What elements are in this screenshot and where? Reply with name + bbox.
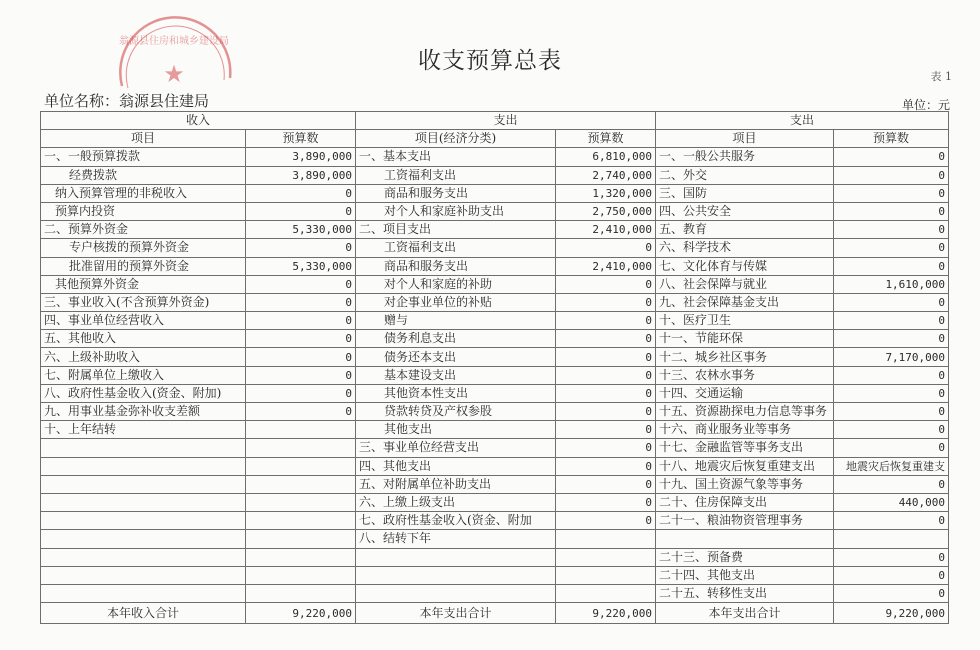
income-item: 经费拨款	[41, 166, 246, 184]
total-income-amount: 9,220,000	[246, 603, 356, 624]
income-amount	[246, 457, 356, 475]
table-row	[41, 257, 949, 275]
function-amount: 0	[834, 330, 949, 348]
expense-amount: 0	[556, 384, 656, 402]
function-item: 三、国防	[656, 184, 834, 202]
income-item	[41, 439, 246, 457]
expense-item: 贷款转贷及产权参股	[356, 403, 556, 421]
function-amount: 0	[834, 566, 949, 584]
income-amount: 3,890,000	[246, 148, 356, 166]
income-item	[41, 530, 246, 548]
income-amount: 5,330,000	[246, 221, 356, 239]
income-amount: 0	[246, 312, 356, 330]
expense-amount	[556, 530, 656, 548]
expense-item: 七、政府性基金收入(资金、附加	[356, 512, 556, 530]
expense-item: 对个人和家庭补助支出	[356, 202, 556, 220]
expense-item: 八、结转下年	[356, 530, 556, 548]
expense-amount	[556, 584, 656, 602]
expense-amount: 0	[556, 293, 656, 311]
table-row	[41, 530, 949, 548]
income-amount	[246, 584, 356, 602]
table-row	[41, 184, 949, 202]
income-item: 批准留用的预算外资金	[41, 257, 246, 275]
section-expense-header: 支出	[356, 112, 656, 130]
col-header-item-func: 项目	[656, 130, 834, 148]
expense-item: 对个人和家庭的补助	[356, 275, 556, 293]
table-body	[41, 148, 949, 624]
expense-item	[356, 566, 556, 584]
svg-text:★: ★	[163, 60, 185, 88]
expense-amount: 0	[556, 239, 656, 257]
table-row	[41, 312, 949, 330]
income-amount	[246, 530, 356, 548]
expense-amount: 0	[556, 403, 656, 421]
total-income-label: 本年收入合计	[41, 603, 246, 624]
function-amount: 0	[834, 384, 949, 402]
income-amount	[246, 548, 356, 566]
function-amount: 0	[834, 475, 949, 493]
col-header-budget3: 预算数	[834, 130, 949, 148]
table-row	[41, 366, 949, 384]
function-item: 十四、交通运输	[656, 384, 834, 402]
table-row	[41, 566, 949, 584]
section-income-header: 收入	[41, 112, 356, 130]
income-amount: 3,890,000	[246, 166, 356, 184]
income-item	[41, 475, 246, 493]
expense-item: 一、基本支出	[356, 148, 556, 166]
income-item: 其他预算外资金	[41, 275, 246, 293]
income-item	[41, 512, 246, 530]
expense-item: 三、事业单位经营支出	[356, 439, 556, 457]
function-amount: 0	[834, 512, 949, 530]
function-amount: 1,610,000	[834, 275, 949, 293]
function-item: 二十四、其他支出	[656, 566, 834, 584]
income-item: 七、附属单位上缴收入	[41, 366, 246, 384]
income-item: 纳入预算管理的非税收入	[41, 184, 246, 202]
function-item: 十三、农林水事务	[656, 366, 834, 384]
income-amount: 0	[246, 330, 356, 348]
expense-item: 二、项目支出	[356, 221, 556, 239]
function-amount: 0	[834, 166, 949, 184]
expense-amount: 2,750,000	[556, 202, 656, 220]
expense-item: 五、对附属单位补助支出	[356, 475, 556, 493]
expense-amount: 0	[556, 512, 656, 530]
expense-item: 商品和服务支出	[356, 184, 556, 202]
function-item: 十、医疗卫生	[656, 312, 834, 330]
function-item: 二十、住房保障支出	[656, 493, 834, 511]
table-row	[41, 584, 949, 602]
income-item	[41, 566, 246, 584]
function-amount: 0	[834, 421, 949, 439]
income-item	[41, 457, 246, 475]
function-item: 二、外交	[656, 166, 834, 184]
table-row	[41, 202, 949, 220]
function-amount: 0	[834, 239, 949, 257]
income-amount: 0	[246, 384, 356, 402]
table-row	[41, 475, 949, 493]
function-amount: 0	[834, 221, 949, 239]
table-row	[41, 348, 949, 366]
income-item	[41, 548, 246, 566]
col-header-budget2: 预算数	[556, 130, 656, 148]
col-header-budget: 预算数	[246, 130, 356, 148]
function-amount: 0	[834, 184, 949, 202]
expense-amount: 1,320,000	[556, 184, 656, 202]
function-amount: 0	[834, 293, 949, 311]
income-item: 预算内投资	[41, 202, 246, 220]
expense-amount: 2,410,000	[556, 257, 656, 275]
expense-item	[356, 548, 556, 566]
table-row	[41, 512, 949, 530]
expense-item: 其他资本性支出	[356, 384, 556, 402]
function-item	[656, 530, 834, 548]
table-row	[41, 403, 949, 421]
form-code: 表 1	[930, 70, 952, 83]
svg-text:翁源县住房和城乡建设局: 翁源县住房和城乡建设局	[119, 36, 229, 47]
expense-item: 债务还本支出	[356, 348, 556, 366]
income-amount: 0	[246, 184, 356, 202]
function-item: 八、社会保障与就业	[656, 275, 834, 293]
income-item: 九、用事业基金弥补收支差额	[41, 403, 246, 421]
expense-item	[356, 584, 556, 602]
table-row	[41, 166, 949, 184]
total-expense-label: 本年支出合计	[356, 603, 556, 624]
function-item: 十一、节能环保	[656, 330, 834, 348]
function-item: 六、科学技术	[656, 239, 834, 257]
income-amount	[246, 493, 356, 511]
unit-name-value: 翁源县住建局	[119, 92, 210, 110]
function-item: 五、教育	[656, 221, 834, 239]
table-row	[41, 548, 949, 566]
expense-item: 工资福利支出	[356, 166, 556, 184]
function-item: 十六、商业服务业等事务	[656, 421, 834, 439]
function-amount	[834, 530, 949, 548]
income-amount: 0	[246, 275, 356, 293]
function-amount: 0	[834, 257, 949, 275]
function-item: 七、文化体育与传媒	[656, 257, 834, 275]
income-amount	[246, 439, 356, 457]
income-amount: 0	[246, 202, 356, 220]
income-item: 六、上级补助收入	[41, 348, 246, 366]
function-amount: 0	[834, 403, 949, 421]
expense-item: 对企事业单位的补贴	[356, 293, 556, 311]
income-item: 五、其他收入	[41, 330, 246, 348]
expense-amount: 0	[556, 439, 656, 457]
function-item: 四、公共安全	[656, 202, 834, 220]
expense-amount: 0	[556, 366, 656, 384]
function-item: 十七、金融监管等事务支出	[656, 439, 834, 457]
expense-amount: 6,810,000	[556, 148, 656, 166]
expense-amount: 2,410,000	[556, 221, 656, 239]
function-amount: 0	[834, 548, 949, 566]
income-amount: 0	[246, 239, 356, 257]
expense-item: 赠与	[356, 312, 556, 330]
table-row	[41, 384, 949, 402]
function-amount: 0	[834, 584, 949, 602]
function-amount: 0	[834, 202, 949, 220]
income-item: 四、事业单位经营收入	[41, 312, 246, 330]
table-row	[41, 421, 949, 439]
income-item	[41, 493, 246, 511]
table-row	[41, 221, 949, 239]
expense-amount: 0	[556, 421, 656, 439]
table-row	[41, 293, 949, 311]
table-row	[41, 457, 949, 475]
expense-amount: 0	[556, 457, 656, 475]
table-row	[41, 239, 949, 257]
expense-amount: 0	[556, 493, 656, 511]
function-item: 十九、国土资源气象等事务	[656, 475, 834, 493]
function-amount: 0	[834, 439, 949, 457]
income-item: 专户核拨的预算外资金	[41, 239, 246, 257]
function-item: 二十五、转移性支出	[656, 584, 834, 602]
income-amount: 0	[246, 293, 356, 311]
income-amount: 0	[246, 366, 356, 384]
function-amount: 440,000	[834, 493, 949, 511]
income-item: 十、上年结转	[41, 421, 246, 439]
function-item: 二十一、粮油物资管理事务	[656, 512, 834, 530]
expense-amount	[556, 566, 656, 584]
function-item: 一、一般公共服务	[656, 148, 834, 166]
total-expense-amount: 9,220,000	[556, 603, 656, 624]
function-item: 十五、资源勘探电力信息等事务	[656, 403, 834, 421]
expense-item: 其他支出	[356, 421, 556, 439]
expense-item: 四、其他支出	[356, 457, 556, 475]
expense-amount: 0	[556, 330, 656, 348]
col-header-item: 项目	[41, 130, 246, 148]
total-function-amount: 9,220,000	[834, 603, 949, 624]
function-amount: 0	[834, 366, 949, 384]
unit-label: 单位：元	[901, 98, 950, 112]
income-item: 二、预算外资金	[41, 221, 246, 239]
income-item: 三、事业收入(不含预算外资金)	[41, 293, 246, 311]
table-row	[41, 493, 949, 511]
expense-item: 六、上缴上级支出	[356, 493, 556, 511]
table-row	[41, 148, 949, 166]
function-amount: 0	[834, 148, 949, 166]
function-amount: 地震灾后恢复重建支	[834, 457, 949, 475]
income-amount: 5,330,000	[246, 257, 356, 275]
col-header-item-econ: 项目(经济分类)	[356, 130, 556, 148]
function-item: 十八、地震灾后恢复重建支出	[656, 457, 834, 475]
income-amount	[246, 512, 356, 530]
income-item: 八、政府性基金收入(资金、附加)	[41, 384, 246, 402]
expense-amount: 0	[556, 348, 656, 366]
income-amount	[246, 566, 356, 584]
function-item: 九、社会保障基金支出	[656, 293, 834, 311]
function-item: 二十三、预备费	[656, 548, 834, 566]
income-amount	[246, 421, 356, 439]
page-title: 收支预算总表	[418, 48, 562, 74]
function-amount: 7,170,000	[834, 348, 949, 366]
section-expense-func-header: 支出	[656, 112, 949, 130]
expense-amount: 0	[556, 275, 656, 293]
expense-item: 基本建设支出	[356, 366, 556, 384]
table-row	[41, 275, 949, 293]
income-amount: 0	[246, 348, 356, 366]
total-row	[41, 603, 949, 624]
expense-item: 商品和服务支出	[356, 257, 556, 275]
table-row	[41, 330, 949, 348]
expense-item: 工资福利支出	[356, 239, 556, 257]
expense-amount	[556, 548, 656, 566]
income-amount	[246, 475, 356, 493]
income-amount: 0	[246, 403, 356, 421]
unit-name: 单位名称：翁源县住建局	[44, 92, 210, 110]
function-item: 十二、城乡社区事务	[656, 348, 834, 366]
total-function-label: 本年支出合计	[656, 603, 834, 624]
expense-amount: 0	[556, 312, 656, 330]
expense-item: 债务利息支出	[356, 330, 556, 348]
function-amount: 0	[834, 312, 949, 330]
expense-amount: 2,740,000	[556, 166, 656, 184]
income-item	[41, 584, 246, 602]
income-item: 一、一般预算拨款	[41, 148, 246, 166]
expense-amount: 0	[556, 475, 656, 493]
table-row	[41, 439, 949, 457]
budget-table	[40, 111, 949, 624]
